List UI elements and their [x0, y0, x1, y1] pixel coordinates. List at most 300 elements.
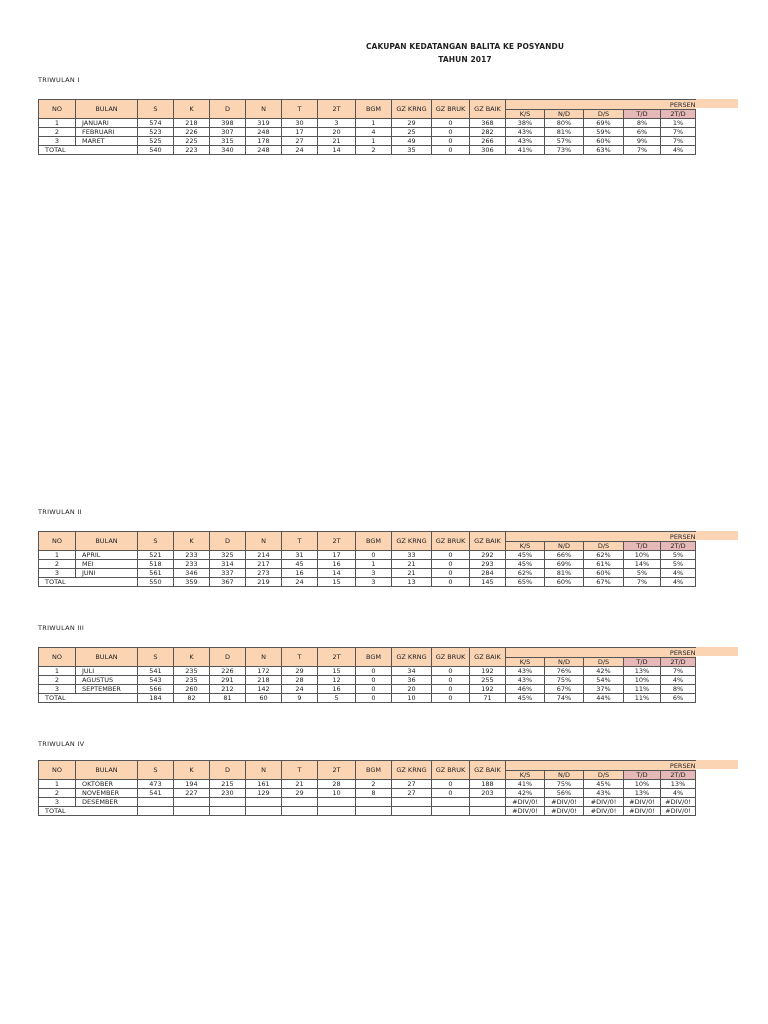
total-col-ks: 41% — [506, 146, 545, 155]
cell-col-td: 8% — [624, 119, 661, 128]
col-gz-krng: GZ KRNG — [392, 648, 432, 667]
cell-bgm: 4 — [356, 128, 392, 137]
cell-no: 3 — [39, 685, 76, 694]
col-gz-bruk: GZ BRUK — [432, 532, 470, 551]
cell-bulan: MEI — [76, 560, 138, 569]
cell-no: 2 — [39, 560, 76, 569]
total-col-ks: 65% — [506, 578, 545, 587]
total-k — [174, 807, 210, 816]
total-col-nd: 60% — [545, 578, 584, 587]
col-d: D — [210, 761, 246, 780]
total-col-2td: 4% — [661, 578, 696, 587]
col-2td: 2T/D — [661, 771, 696, 780]
cell-col-td: 6% — [624, 128, 661, 137]
col-persen: PERSEN — [506, 648, 696, 658]
cell-gz-krng: 27 — [392, 780, 432, 789]
cell-gz-baik: 282 — [470, 128, 506, 137]
cell-s — [138, 798, 174, 807]
cell-gz-krng: 33 — [392, 551, 432, 560]
total-n: 60 — [246, 694, 282, 703]
cell-no: 3 — [39, 137, 76, 146]
cell-d: 337 — [210, 569, 246, 578]
quarter-table — [38, 99, 696, 155]
cell-gz-krng — [392, 798, 432, 807]
total-col-nd: 73% — [545, 146, 584, 155]
cell-bulan: APRIL — [76, 551, 138, 560]
cell-n: 248 — [246, 128, 282, 137]
cell-t: 29 — [282, 789, 318, 798]
col-d: D — [210, 648, 246, 667]
cell-gz-bruk: 0 — [432, 780, 470, 789]
total-t2: 5 — [318, 694, 356, 703]
col-ds: D/S — [584, 110, 624, 119]
table-row — [39, 551, 696, 560]
total-n — [246, 807, 282, 816]
cell-col-ks: 43% — [506, 128, 545, 137]
col-d: D — [210, 100, 246, 119]
cell-t2: 20 — [318, 128, 356, 137]
col-ks: K/S — [506, 658, 545, 667]
col-gz-krng: GZ KRNG — [392, 532, 432, 551]
col-td: T/D — [624, 110, 661, 119]
total-col-nd: #DIV/0! — [545, 807, 584, 816]
cell-no: 2 — [39, 128, 76, 137]
cell-gz-bruk: 0 — [432, 685, 470, 694]
cell-col-td: 13% — [624, 789, 661, 798]
cell-col-nd: 81% — [545, 128, 584, 137]
cell-t: 29 — [282, 667, 318, 676]
cell-t2: 12 — [318, 676, 356, 685]
cell-s: 566 — [138, 685, 174, 694]
cell-col-2td: #DIV/0! — [661, 798, 696, 807]
total-k: 359 — [174, 578, 210, 587]
header-row — [39, 532, 696, 542]
col-bgm: BGM — [356, 648, 392, 667]
total-k: 223 — [174, 146, 210, 155]
col-k: K — [174, 532, 210, 551]
total-label: TOTAL — [39, 146, 138, 155]
cell-col-ks: 43% — [506, 667, 545, 676]
total-col-td: #DIV/0! — [624, 807, 661, 816]
cell-k: 225 — [174, 137, 210, 146]
col-d: D — [210, 532, 246, 551]
col-n: N — [246, 100, 282, 119]
col-k: K — [174, 761, 210, 780]
table-row — [39, 676, 696, 685]
total-t: 9 — [282, 694, 318, 703]
cell-t: 45 — [282, 560, 318, 569]
cell-col-nd: 80% — [545, 119, 584, 128]
cell-t: 30 — [282, 119, 318, 128]
total-t2 — [318, 807, 356, 816]
cell-s: 574 — [138, 119, 174, 128]
cell-col-ds: #DIV/0! — [584, 798, 624, 807]
cell-gz-krng: 21 — [392, 560, 432, 569]
cell-col-nd: 69% — [545, 560, 584, 569]
table-row — [39, 569, 696, 578]
cell-t: 16 — [282, 569, 318, 578]
cell-bgm — [356, 798, 392, 807]
cell-d — [210, 798, 246, 807]
total-gz-baik: 306 — [470, 146, 506, 155]
col-t: T — [282, 761, 318, 780]
table-row — [39, 560, 696, 569]
cell-gz-krng: 21 — [392, 569, 432, 578]
total-col-td: 7% — [624, 578, 661, 587]
total-t — [282, 807, 318, 816]
cell-gz-bruk: 0 — [432, 789, 470, 798]
cell-bgm: 2 — [356, 780, 392, 789]
cell-col-ks: 62% — [506, 569, 545, 578]
col-ds: D/S — [584, 658, 624, 667]
col-bulan: BULAN — [76, 761, 138, 780]
cell-n: 142 — [246, 685, 282, 694]
cell-col-ds: 69% — [584, 119, 624, 128]
cell-t2: 17 — [318, 551, 356, 560]
cell-col-ds: 59% — [584, 128, 624, 137]
quarter-table — [38, 647, 696, 703]
cell-bulan: MARET — [76, 137, 138, 146]
cell-n: 319 — [246, 119, 282, 128]
total-col-2td: 4% — [661, 146, 696, 155]
total-gz-baik: 71 — [470, 694, 506, 703]
col-bgm: BGM — [356, 761, 392, 780]
total-d: 81 — [210, 694, 246, 703]
total-n: 248 — [246, 146, 282, 155]
col-bgm: BGM — [356, 100, 392, 119]
cell-t2: 3 — [318, 119, 356, 128]
cell-col-ds: 60% — [584, 137, 624, 146]
cell-s: 543 — [138, 676, 174, 685]
cell-d: 212 — [210, 685, 246, 694]
cell-gz-krng: 36 — [392, 676, 432, 685]
cell-n: 129 — [246, 789, 282, 798]
col-nd: N/D — [545, 771, 584, 780]
cell-no: 1 — [39, 551, 76, 560]
cell-col-2td: 5% — [661, 560, 696, 569]
col-2t: 2T — [318, 761, 356, 780]
col-ks: K/S — [506, 542, 545, 551]
col-no: NO — [39, 761, 76, 780]
col-bulan: BULAN — [76, 100, 138, 119]
cell-col-nd: 75% — [545, 780, 584, 789]
col-no: NO — [39, 648, 76, 667]
cell-col-2td: 8% — [661, 685, 696, 694]
col-2t: 2T — [318, 100, 356, 119]
cell-k — [174, 798, 210, 807]
cell-k: 260 — [174, 685, 210, 694]
cell-k: 346 — [174, 569, 210, 578]
cell-k: 218 — [174, 119, 210, 128]
col-gz-baik: GZ BAIK — [470, 100, 506, 119]
total-col-ds: 44% — [584, 694, 624, 703]
cell-k: 226 — [174, 128, 210, 137]
cell-t2: 21 — [318, 137, 356, 146]
cell-n: 218 — [246, 676, 282, 685]
cell-s: 523 — [138, 128, 174, 137]
cell-gz-baik — [470, 798, 506, 807]
cell-bulan: AGUSTUS — [76, 676, 138, 685]
cell-t2: 14 — [318, 569, 356, 578]
col-nd: N/D — [545, 542, 584, 551]
col-gz-krng: GZ KRNG — [392, 761, 432, 780]
cell-s: 541 — [138, 789, 174, 798]
col-bgm: BGM — [356, 532, 392, 551]
cell-gz-bruk: 0 — [432, 560, 470, 569]
cell-bgm: 0 — [356, 551, 392, 560]
col-n: N — [246, 648, 282, 667]
cell-gz-krng: 29 — [392, 119, 432, 128]
total-label: TOTAL — [39, 807, 138, 816]
cell-gz-krng: 49 — [392, 137, 432, 146]
cell-col-2td: 7% — [661, 667, 696, 676]
cell-k: 235 — [174, 676, 210, 685]
cell-s: 521 — [138, 551, 174, 560]
cell-col-td: 10% — [624, 551, 661, 560]
cell-s: 518 — [138, 560, 174, 569]
cell-col-ks: 45% — [506, 560, 545, 569]
cell-k: 227 — [174, 789, 210, 798]
header-row — [39, 100, 696, 110]
cell-bgm: 3 — [356, 569, 392, 578]
quarter-table-wrap — [38, 531, 696, 587]
cell-bgm: 8 — [356, 789, 392, 798]
cell-s: 473 — [138, 780, 174, 789]
col-ks: K/S — [506, 110, 545, 119]
col-gz-baik: GZ BAIK — [470, 761, 506, 780]
table-row — [39, 685, 696, 694]
col-s: S — [138, 648, 174, 667]
col-2td: 2T/D — [661, 658, 696, 667]
cell-n: 214 — [246, 551, 282, 560]
total-gz-krng: 13 — [392, 578, 432, 587]
total-row — [39, 807, 696, 816]
cell-d: 226 — [210, 667, 246, 676]
cell-col-2td: 4% — [661, 676, 696, 685]
cell-d: 307 — [210, 128, 246, 137]
quarter-label: TRIWULAN I — [38, 76, 80, 84]
cell-gz-baik: 284 — [470, 569, 506, 578]
col-gz-krng: GZ KRNG — [392, 100, 432, 119]
total-bgm: 0 — [356, 694, 392, 703]
total-row — [39, 578, 696, 587]
cell-col-ds: 54% — [584, 676, 624, 685]
total-col-ds: #DIV/0! — [584, 807, 624, 816]
cell-t2: 16 — [318, 685, 356, 694]
cell-t: 31 — [282, 551, 318, 560]
col-s: S — [138, 761, 174, 780]
col-td: T/D — [624, 658, 661, 667]
cell-col-nd: 75% — [545, 676, 584, 685]
total-t2: 14 — [318, 146, 356, 155]
cell-gz-bruk: 0 — [432, 676, 470, 685]
cell-s: 541 — [138, 667, 174, 676]
cell-gz-bruk: 0 — [432, 137, 470, 146]
cell-bulan: SEPTEMBER — [76, 685, 138, 694]
cell-t: 24 — [282, 685, 318, 694]
cell-t2: 28 — [318, 780, 356, 789]
persen-header-band — [695, 99, 738, 108]
total-col-ds: 63% — [584, 146, 624, 155]
cell-gz-baik: 192 — [470, 667, 506, 676]
total-s — [138, 807, 174, 816]
total-s: 184 — [138, 694, 174, 703]
cell-col-nd: 67% — [545, 685, 584, 694]
total-gz-krng: 10 — [392, 694, 432, 703]
cell-gz-krng: 25 — [392, 128, 432, 137]
col-ds: D/S — [584, 771, 624, 780]
total-label: TOTAL — [39, 578, 138, 587]
col-2t: 2T — [318, 648, 356, 667]
col-persen: PERSEN — [506, 761, 696, 771]
cell-t2 — [318, 798, 356, 807]
cell-gz-bruk: 0 — [432, 551, 470, 560]
col-gz-bruk: GZ BRUK — [432, 648, 470, 667]
cell-no: 1 — [39, 119, 76, 128]
cell-col-nd: 81% — [545, 569, 584, 578]
table-row — [39, 780, 696, 789]
cell-no: 1 — [39, 667, 76, 676]
total-row — [39, 146, 696, 155]
cell-gz-baik: 203 — [470, 789, 506, 798]
cell-bgm: 1 — [356, 560, 392, 569]
cell-col-ks: #DIV/0! — [506, 798, 545, 807]
cell-col-ks: 43% — [506, 676, 545, 685]
cell-col-ks: 41% — [506, 780, 545, 789]
col-gz-baik: GZ BAIK — [470, 532, 506, 551]
cell-col-ks: 43% — [506, 137, 545, 146]
col-ds: D/S — [584, 542, 624, 551]
cell-gz-baik: 292 — [470, 551, 506, 560]
cell-bgm: 0 — [356, 676, 392, 685]
cell-t: 27 — [282, 137, 318, 146]
cell-n: 273 — [246, 569, 282, 578]
cell-col-ks: 42% — [506, 789, 545, 798]
cell-t2: 16 — [318, 560, 356, 569]
total-gz-bruk: 0 — [432, 146, 470, 155]
cell-no: 3 — [39, 569, 76, 578]
cell-col-2td: 4% — [661, 789, 696, 798]
cell-gz-baik: 188 — [470, 780, 506, 789]
total-gz-krng — [392, 807, 432, 816]
total-t2: 15 — [318, 578, 356, 587]
col-gz-bruk: GZ BRUK — [432, 100, 470, 119]
cell-col-ds: 43% — [584, 789, 624, 798]
cell-k: 233 — [174, 560, 210, 569]
col-n: N — [246, 761, 282, 780]
cell-col-ds: 61% — [584, 560, 624, 569]
cell-k: 233 — [174, 551, 210, 560]
col-td: T/D — [624, 771, 661, 780]
header-row — [39, 648, 696, 658]
persen-header-band — [695, 647, 738, 656]
cell-gz-krng: 34 — [392, 667, 432, 676]
cell-gz-bruk: 0 — [432, 569, 470, 578]
cell-t: 17 — [282, 128, 318, 137]
total-gz-baik — [470, 807, 506, 816]
table-row — [39, 119, 696, 128]
cell-gz-baik: 255 — [470, 676, 506, 685]
total-bgm: 2 — [356, 146, 392, 155]
total-k: 82 — [174, 694, 210, 703]
total-t: 24 — [282, 146, 318, 155]
cell-gz-krng: 27 — [392, 789, 432, 798]
col-ks: K/S — [506, 771, 545, 780]
col-2t: 2T — [318, 532, 356, 551]
col-n: N — [246, 532, 282, 551]
cell-bulan: NOVEMBER — [76, 789, 138, 798]
cell-bgm: 1 — [356, 119, 392, 128]
cell-gz-baik: 368 — [470, 119, 506, 128]
quarter-label: TRIWULAN II — [38, 508, 82, 516]
table-row — [39, 798, 696, 807]
document-title: CAKUPAN KEDATANGAN BALITA KE POSYANDU — [365, 42, 565, 51]
total-gz-bruk: 0 — [432, 578, 470, 587]
cell-gz-baik: 293 — [470, 560, 506, 569]
total-d — [210, 807, 246, 816]
cell-col-nd: 76% — [545, 667, 584, 676]
total-s: 540 — [138, 146, 174, 155]
col-t: T — [282, 648, 318, 667]
cell-col-ds: 42% — [584, 667, 624, 676]
cell-d: 291 — [210, 676, 246, 685]
table-row — [39, 789, 696, 798]
cell-gz-bruk: 0 — [432, 128, 470, 137]
col-nd: N/D — [545, 110, 584, 119]
document-year: TAHUN 2017 — [438, 55, 492, 64]
total-gz-krng: 35 — [392, 146, 432, 155]
total-col-td: 11% — [624, 694, 661, 703]
persen-header-band — [695, 531, 738, 540]
quarter-label: TRIWULAN IV — [38, 740, 85, 748]
cell-gz-baik: 192 — [470, 685, 506, 694]
table-row — [39, 137, 696, 146]
cell-bulan: JUNI — [76, 569, 138, 578]
col-gz-baik: GZ BAIK — [470, 648, 506, 667]
cell-gz-bruk: 0 — [432, 667, 470, 676]
col-2td: 2T/D — [661, 110, 696, 119]
cell-col-ks: 46% — [506, 685, 545, 694]
cell-k: 194 — [174, 780, 210, 789]
total-d: 367 — [210, 578, 246, 587]
cell-col-2td: 1% — [661, 119, 696, 128]
cell-col-nd: 66% — [545, 551, 584, 560]
cell-no: 2 — [39, 789, 76, 798]
total-s: 550 — [138, 578, 174, 587]
cell-t: 28 — [282, 676, 318, 685]
cell-bulan: OKTOBER — [76, 780, 138, 789]
cell-bulan: JANUARI — [76, 119, 138, 128]
cell-n: 178 — [246, 137, 282, 146]
col-s: S — [138, 532, 174, 551]
cell-col-td: #DIV/0! — [624, 798, 661, 807]
cell-t — [282, 798, 318, 807]
table-row — [39, 128, 696, 137]
cell-col-2td: 7% — [661, 137, 696, 146]
quarter-table — [38, 760, 696, 816]
col-gz-bruk: GZ BRUK — [432, 761, 470, 780]
cell-d: 314 — [210, 560, 246, 569]
col-persen: PERSEN — [506, 100, 696, 110]
total-label: TOTAL — [39, 694, 138, 703]
cell-col-2td: 13% — [661, 780, 696, 789]
total-n: 219 — [246, 578, 282, 587]
total-bgm: 3 — [356, 578, 392, 587]
total-col-ks: #DIV/0! — [506, 807, 545, 816]
cell-col-td: 10% — [624, 780, 661, 789]
header-row — [39, 761, 696, 771]
cell-t2: 15 — [318, 667, 356, 676]
